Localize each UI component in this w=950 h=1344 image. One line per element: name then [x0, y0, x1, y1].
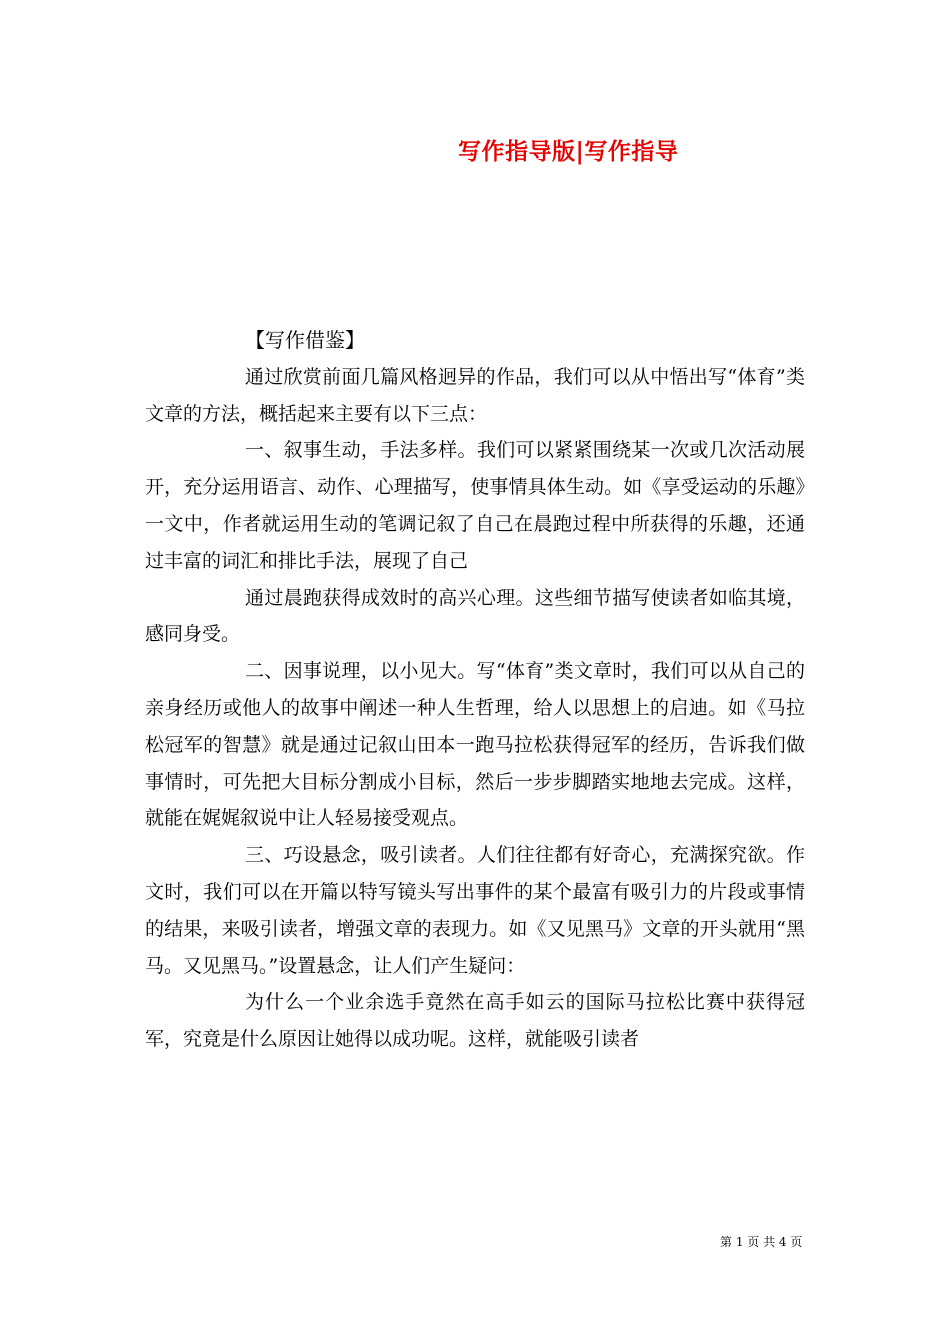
page-title: 写作指导版|写作指导	[458, 138, 679, 165]
paragraph: 一、叙事生动，手法多样。我们可以紧紧围绕某一次或几次活动展开，充分运用语言、动作、心理描写，使事情具体生动。如《享受运动的乐趣》一文中，作者就运用生动的笔调记叙了自己在晨跑过程中所获得的乐趣，还通过丰富的词汇和排比手法，展现了自己	[145, 439, 805, 572]
page-number-footer: 第 1 页 共 4 页	[720, 1235, 803, 1249]
section-heading: 【写作借鉴】	[245, 328, 365, 352]
paragraph: 二、因事说理，以小见大。写“体育”类文章时，我们可以从自己的亲身经历或他人的故事中阐述一种人生哲理，给人以思想上的启迪。如《马拉松冠军的智慧》就是通过记叙山田本一跑马拉松获得冠军的经历，告诉我们做事情时，可先把大目标分割成小目标，然后一步步脚踏实地地去完成。这样，就能在娓娓叙说中让人轻易接受观点。	[145, 660, 805, 830]
paragraph: 通过晨跑获得成效时的高兴心理。这些细节描写使读者如临其境，感同身受。	[145, 586, 805, 646]
paragraph: 为什么一个业余选手竟然在高手如云的国际马拉松比赛中获得冠军，究竟是什么原因让她得以成功呢。这样，就能吸引读者	[145, 991, 805, 1051]
paragraph: 通过欣赏前面几篇风格迥异的作品，我们可以从中悟出写“体育”类文章的方法，概括起来主要有以下三点：	[145, 365, 805, 425]
paragraph: 三、巧设悬念，吸引读者。人们往往都有好奇心，充满探究欲。作文时，我们可以在开篇以特写镜头写出事件的某个最富有吸引力的片段或事情的结果，来吸引读者，增强文章的表现力。如《又见黑马》文章的开头就用“黑马。又见黑马。”设置悬念，让人们产生疑问：	[145, 844, 805, 977]
document-body	[145, 322, 805, 1058]
